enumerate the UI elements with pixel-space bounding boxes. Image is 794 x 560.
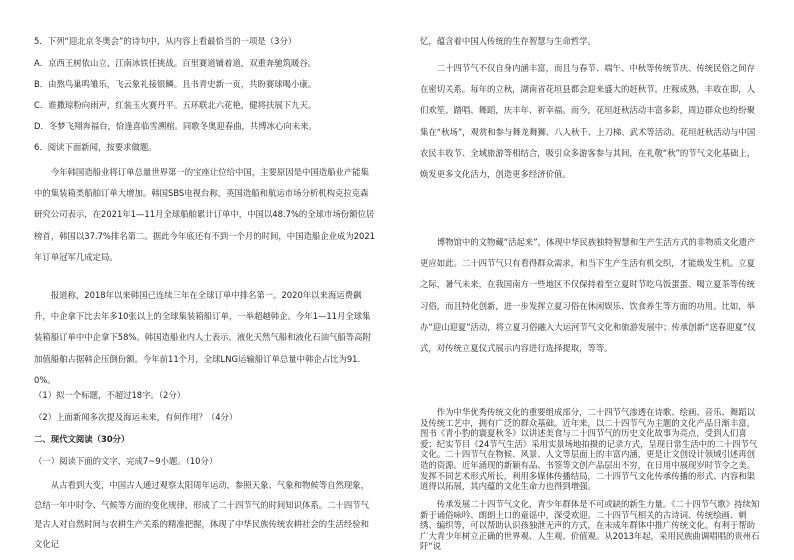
news-paragraph-1: 今年韩国造船业将订单总量世界第一的宝座让位给中国，主要原因是中国造船业产能集中的集装箱类船舶订单大增加。韩国SBS电视台称，英国造船和航运市场分析机构克拉克森研究公司表示，在2021年1—11月全球船舶累计订单中，中国以48.7%的全球市场份额位居榜首，韩国以37.7%排名第二。据此今年底还有不到一个月的时间，中国造船企业成为2021年订单冠军几成定局。 [34, 167, 376, 262]
essay-paragraph-5: 传承发展二十四节气文化，青少年群体是不可或缺的新生力量。《二十四节气歌》持续知新于诵俗咏吟、朗朗上口的童谣中，深受欢迎。二十四节气相关的古诗词、传统绘画、刺绣、编织等，可以帮助认识孩独泄无声的方式，在未成年群体中推广传统文化。有利于帮助广大青少年树立正确的世界观、人生观、价值观。从2013年起，采用民族曲调唱唱的贵州石阡“说 [420, 499, 760, 552]
news-paragraph-2: 报道称，2018年以来韩国已连续三年在全球订单中排名第一。2020年以来海运费飙升，中企拿下比去年多10张以上的全球集装箱船订单，一举超越韩企。今年1—11月全球集装箱船订单中中企拿下58%。韩国造船业内人士表示，液化天然气船和液化石油气船等高附加值船舶占据韩企压倒份额。今年前11个月，全球LNG运输船订单总量中韩企占比为91.0%。 [34, 290, 371, 385]
question-6-intro: 6．阅读下面新闻，按要求做题。 [34, 142, 157, 152]
essay-paragraph-4: 作为中华优秀传统文化的重要组成部分，二十四节气渗透在诗歌、绘画、音乐、舞蹈以及传统工艺中，拥有广泛的群众基础。近年来，以二十四节气为主题的文化产品日渐丰富，图书《青小豹的寰夏秋冬》以讲述美食与二十四节气的历史文化故事为亮点，受到人们喜爱；纪实节目《24节气生活》采用实景场地拍摄的记录方式，呈现日常生活中的二十四节气文化。二十四节气在物候、风景、人文等层面上的丰富内涵，更是让文创设计领域引述再创造的资源。近年涌现的新颖有品、书签等文创产品层出不穷，在日用中展现岁时节令之美。发挥不同艺术形式所长，利用多媒体传播结局，二十四节气文化传承传播的形式、内容和渠道得以拓展，其内蕴的文化生命力也得到增强。 [420, 407, 758, 492]
essay-paragraph-3: 博物馆中的文物藏“活起来”，体现中华民族独特智慧和生产生活方式的非物质文化遗产更应如此。二十四节气只有看得群众需求，和当下生产生活有机交织，才能焕发生机。立夏之际，暑气未来，在我国南方一些地区不仅保持着至立夏时节吃乌饭蛋蛋、喝立夏茶等传统习俗，而且特化创新，进一步发挥立夏习俗在休闲娱乐、饮食养生等方面的功用。比如，举办“迎山迎夏”活动，将立夏习俗融入大运河节气文化和旅游发展中；传承创新“送春迎夏”仪式，对传统立夏仪式展示内容进行选择提取，等等。 [420, 237, 756, 354]
question-5-option-d: D．冬梦飞翔奔福台，恰逢喜临雪溯棺。同歌冬奥迎春曲，共博冰心向未来。 [34, 121, 317, 131]
essay-paragraph-1: 从古看到大变，中国古人通过观察太阳周年运动，参照天象、气象和物候等自然现象，总结一年中时令、气候等方面的变化规律，形成了二十四节气的时间知识体系。二十四节气是古人对自然时间与农耕生产关系的精准把握，体现了中华民族传统农耕社会的生活经验和文化记 [34, 480, 370, 550]
section-2-1-heading: （一）阅读下面的文字，完成7~9小题。（10分） [34, 456, 218, 466]
question-5-option-b: B．由熬鸟巢鸣雏乐，飞云象礼接银鳞。且书青史新一页，共盼赛球喝小康。 [34, 79, 317, 89]
essay-paragraph-2: 二十四节气不仅自身内涵丰富，而且与春节、端午、中秋等传统节庆、传统民俗之间存在密切关系。每年的立秋，湖南省花垣县都会迎来盛大的赶秋节。庄稼成熟，丰收在即，人们欢笙、踏唱、舞蹈，庆丰年、祈幸福。而今，花垣赶秋活动丰富多彩，周边群众也纷纷聚集在“秋场”，观赏和参与舞龙舞狮、八人秋千、上刀梯、武术等活动。花垣赶秋活动与中国农民丰收节、全域旅游等相结合，吸引众多游客参与其间，在礼敬“秋”的节气文化基础上，焕发更多文化活力，创造更多经济价值。 [420, 63, 756, 180]
question-5-option-c: C．谁撒琼粉向雨声，红装玉火赛丹平。五环联北六花艳，健将扶展下九天。 [34, 100, 317, 110]
question-5-option-a: A．京西王树依山立，江南冰铁任挑战。百里赛道铺着道，双重奔驰筑暖谷。 [34, 58, 317, 68]
question-6-part-2: （2）上面新闻多次提及海运未来，有何作用？（4分） [34, 412, 238, 422]
essay-continuation: 忆，蕴含着中国人传统的生存智慧与生命哲学。 [420, 36, 596, 46]
question-6-part-1: （1）拟一个标题，不超过18字。（2分） [34, 390, 186, 400]
section-2-heading: 二、现代文阅读（30分） [34, 434, 130, 444]
question-5-stem: 5．下列“迎北京冬奥会”的诗句中，从内容上看最恰当的一项是（3分） [34, 36, 297, 46]
